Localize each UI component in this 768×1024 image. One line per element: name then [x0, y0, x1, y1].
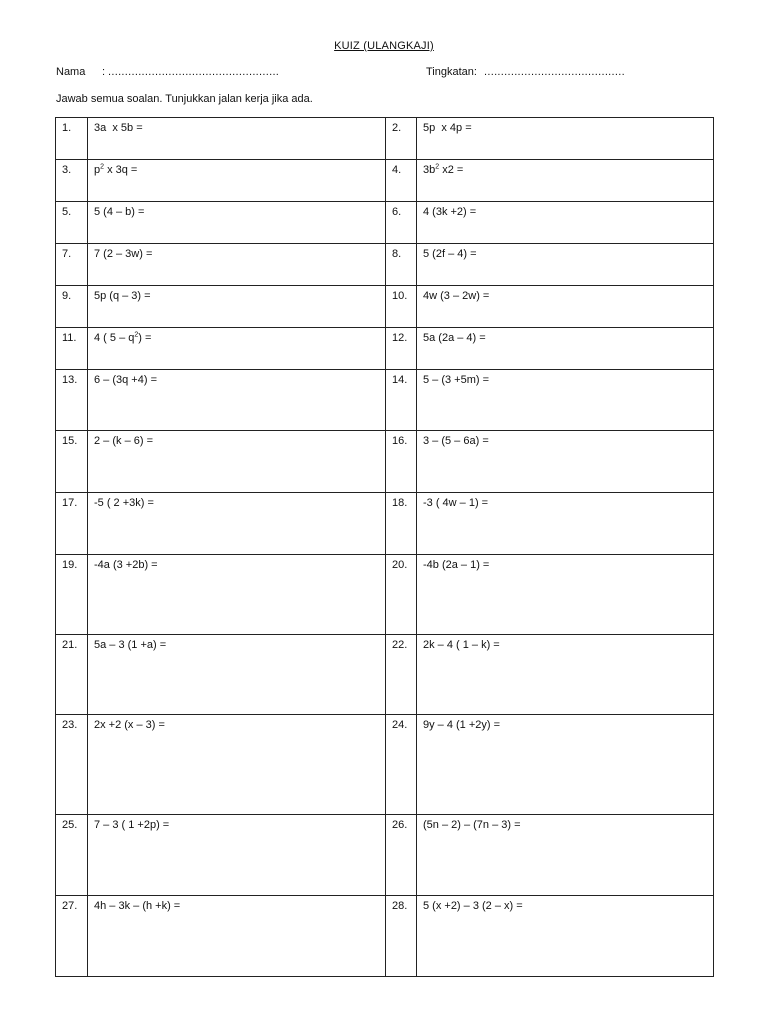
question-row	[56, 896, 714, 977]
question-expression: x2 =	[439, 164, 464, 176]
question-expression: 5 (4 – b) =	[94, 206, 145, 218]
question-answer-cell[interactable]	[88, 370, 386, 431]
question-answer-cell[interactable]	[417, 370, 714, 431]
question-expression: 2 – (k – 6) =	[94, 435, 154, 447]
question-number: 21.	[56, 635, 88, 715]
question-number: 27.	[56, 896, 88, 977]
question-number: 17.	[56, 493, 88, 555]
question-answer-cell[interactable]	[417, 493, 714, 555]
question-number: 1.	[56, 118, 88, 160]
exponent: 2	[100, 163, 105, 171]
question-expression: 2k – 4 ( 1 – k) =	[423, 639, 500, 651]
question-expression: 3 – (5 – 6a) =	[423, 435, 489, 447]
question-answer-cell[interactable]	[417, 244, 714, 286]
name-field[interactable]: ...................................................	[108, 66, 280, 78]
instruction-text: Jawab semua soalan. Tunjukkan jalan kerja jika ada.	[56, 93, 313, 105]
question-answer-cell[interactable]	[417, 815, 714, 896]
question-answer-cell[interactable]	[417, 431, 714, 493]
question-number: 26.	[386, 815, 417, 896]
question-answer-cell[interactable]	[88, 118, 386, 160]
question-number: 10.	[386, 286, 417, 328]
question-answer-cell[interactable]	[417, 118, 714, 160]
question-number: 11.	[56, 328, 88, 370]
question-expression: 4h – 3k – (h +k) =	[94, 900, 181, 912]
student-info-row	[56, 66, 716, 80]
question-row	[56, 715, 714, 815]
question-answer-cell[interactable]	[88, 815, 386, 896]
question-number: 14.	[386, 370, 417, 431]
question-number: 2.	[386, 118, 417, 160]
question-answer-cell[interactable]	[417, 286, 714, 328]
exponent: 2	[435, 163, 440, 171]
name-colon: :	[102, 66, 106, 78]
question-answer-cell[interactable]	[417, 635, 714, 715]
question-expression: 4w (3 – 2w) =	[423, 290, 490, 302]
question-answer-cell[interactable]	[88, 286, 386, 328]
question-number: 4.	[386, 160, 417, 202]
question-number: 13.	[56, 370, 88, 431]
question-answer-cell[interactable]	[417, 328, 714, 370]
question-answer-cell[interactable]	[88, 328, 386, 370]
question-number: 9.	[56, 286, 88, 328]
question-answer-cell[interactable]	[88, 493, 386, 555]
exponent: 2	[134, 331, 139, 339]
question-number: 8.	[386, 244, 417, 286]
question-answer-cell[interactable]	[88, 715, 386, 815]
question-row	[56, 244, 714, 286]
quiz-title: KUIZ (ULANGKAJI)	[334, 40, 434, 52]
question-number: 28.	[386, 896, 417, 977]
question-number: 6.	[386, 202, 417, 244]
question-expression: ) =	[138, 332, 152, 344]
question-number: 23.	[56, 715, 88, 815]
question-expression: 5 (2f – 4) =	[423, 248, 477, 260]
question-expression: 5a – 3 (1 +a) =	[94, 639, 167, 651]
question-expression: 2x +2 (x – 3) =	[94, 719, 165, 731]
question-answer-cell[interactable]	[88, 555, 386, 635]
question-row	[56, 118, 714, 160]
question-expression: 7 (2 – 3w) =	[94, 248, 153, 260]
question-answer-cell[interactable]	[417, 896, 714, 977]
question-row	[56, 328, 714, 370]
question-number: 22.	[386, 635, 417, 715]
question-answer-cell[interactable]	[417, 202, 714, 244]
question-number: 19.	[56, 555, 88, 635]
question-expression: 7 – 3 ( 1 +2p) =	[94, 819, 170, 831]
question-expression: 5 – (3 +5m) =	[423, 374, 490, 386]
question-table	[55, 117, 714, 977]
question-expression: 3a x 5b =	[94, 122, 143, 134]
question-expression: 5 (x +2) – 3 (2 – x) =	[423, 900, 523, 912]
question-row	[56, 635, 714, 715]
question-expression: 3b	[423, 164, 436, 176]
question-answer-cell[interactable]	[88, 202, 386, 244]
question-number: 25.	[56, 815, 88, 896]
question-number: 7.	[56, 244, 88, 286]
question-number: 20.	[386, 555, 417, 635]
question-row	[56, 431, 714, 493]
question-answer-cell[interactable]	[88, 635, 386, 715]
question-expression: x 3q =	[104, 164, 138, 176]
question-number: 12.	[386, 328, 417, 370]
question-number: 16.	[386, 431, 417, 493]
name-label: Nama	[56, 66, 86, 78]
question-row	[56, 555, 714, 635]
question-answer-cell[interactable]	[88, 244, 386, 286]
question-expression: 5a (2a – 4) =	[423, 332, 486, 344]
question-answer-cell[interactable]	[88, 160, 386, 202]
question-expression: -4a (3 +2b) =	[94, 559, 158, 571]
question-row	[56, 493, 714, 555]
question-number: 18.	[386, 493, 417, 555]
question-row	[56, 370, 714, 431]
question-expression: 4 ( 5 – q	[94, 332, 135, 344]
question-expression: 5p x 4p =	[423, 122, 472, 134]
question-expression: -5 ( 2 +3k) =	[94, 497, 154, 509]
question-answer-cell[interactable]	[417, 555, 714, 635]
question-row	[56, 286, 714, 328]
question-row	[56, 815, 714, 896]
question-answer-cell[interactable]	[88, 431, 386, 493]
question-row	[56, 202, 714, 244]
question-expression: 5p (q – 3) =	[94, 290, 151, 302]
question-expression: 4 (3k +2) =	[423, 206, 477, 218]
question-number: 15.	[56, 431, 88, 493]
question-expression: (5n – 2) – (7n – 3) =	[423, 819, 521, 831]
question-answer-cell[interactable]	[417, 160, 714, 202]
question-expression: -4b (2a – 1) =	[423, 559, 490, 571]
question-answer-cell[interactable]	[417, 715, 714, 815]
form-label: Tingkatan:	[426, 66, 477, 78]
question-number: 3.	[56, 160, 88, 202]
question-number: 24.	[386, 715, 417, 815]
question-expression: 9y – 4 (1 +2y) =	[423, 719, 501, 731]
question-answer-cell[interactable]	[88, 896, 386, 977]
question-number: 5.	[56, 202, 88, 244]
question-expression: 6 – (3q +4) =	[94, 374, 157, 386]
question-expression: p	[94, 164, 101, 176]
question-expression: -3 ( 4w – 1) =	[423, 497, 489, 509]
form-field[interactable]: ..........................................	[484, 66, 625, 78]
question-row	[56, 160, 714, 202]
